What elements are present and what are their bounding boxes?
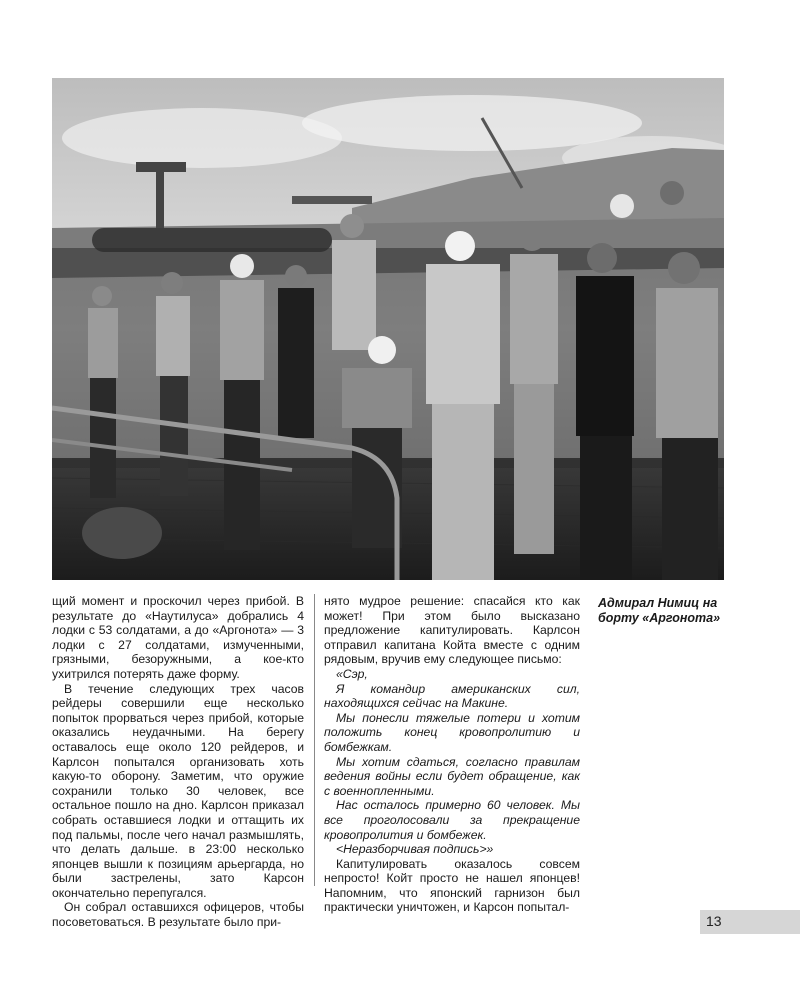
letter-salutation: «Сэр, xyxy=(336,666,368,681)
photo-icon xyxy=(52,78,724,580)
letter-paragraph: Мы понесли тяжелые потери и хотим положить конец кровопролитию и бомбежкам. xyxy=(324,710,580,754)
column-divider xyxy=(314,594,315,886)
paragraph: Он собрал оставшихся офицеров, чтобы посоветоваться. В результате было при- xyxy=(52,900,304,930)
letter-paragraph: Я командир американских сил, находящихся сейчас на Макине. xyxy=(324,681,580,711)
archival-photo xyxy=(52,78,724,580)
paragraph: Капитулировать оказалось совсем непросто! Койт просто не нашел японцев! Напомним, что японский гарнизон был практически уничтожен, и Карсон попытал- xyxy=(324,856,580,915)
page-number: 13 xyxy=(706,913,722,929)
letter-paragraph: Мы хотим сдаться, согласно правилам ведения войны если будет обращение, как с военнопленными. xyxy=(324,754,580,798)
paragraph: щий момент и проскочил через прибой. В результате до «Наутилуса» добрались 4 лодки с 53 солдатами, а до «Аргонота» — 3 лодки с 27 солдатами, измученными, грязными, безоружными, а кое-кто ухитрился потерять даже форму. xyxy=(52,594,304,681)
text-column-middle xyxy=(324,594,580,915)
text-column-left xyxy=(52,594,304,930)
paragraph: В течение следующих трех часов рейдеры совершили еще несколько попыток прорваться через прибой, которые оказались неудачными. На берегу оставалось еще около 120 рейдеров, и Карлсон попытался организовать хоть какую-то оборону. Заметим, что оружие сохранили только 30 человек, все остальное пошло на дно. Карлсон приказал собрать оставшиеся лодки и оттащить их под пальмы, после чего начал размышлять, что делать дальше. в 23:00 несколько японцев вышли к позициям арьергарда, но были застрелены, зато Карсон окончательно перепугался. xyxy=(52,681,304,900)
letter-paragraph: Нас осталось примерно 60 человек. Мы все проголосовали за прекращение кровопролития и бомбежек. xyxy=(324,798,580,842)
paragraph: нято мудрое решение: спасайся кто как может! При этом было высказано предложение капитулировать. Карлсон отправил капитана Койта вместе с одним рядовым, вручив ему следующее письмо: xyxy=(324,594,580,667)
letter-signature: <Неразборчивая подпись>» xyxy=(336,842,494,857)
photo-caption: Адмирал Нимиц на борту «Аргонота» xyxy=(598,596,721,625)
